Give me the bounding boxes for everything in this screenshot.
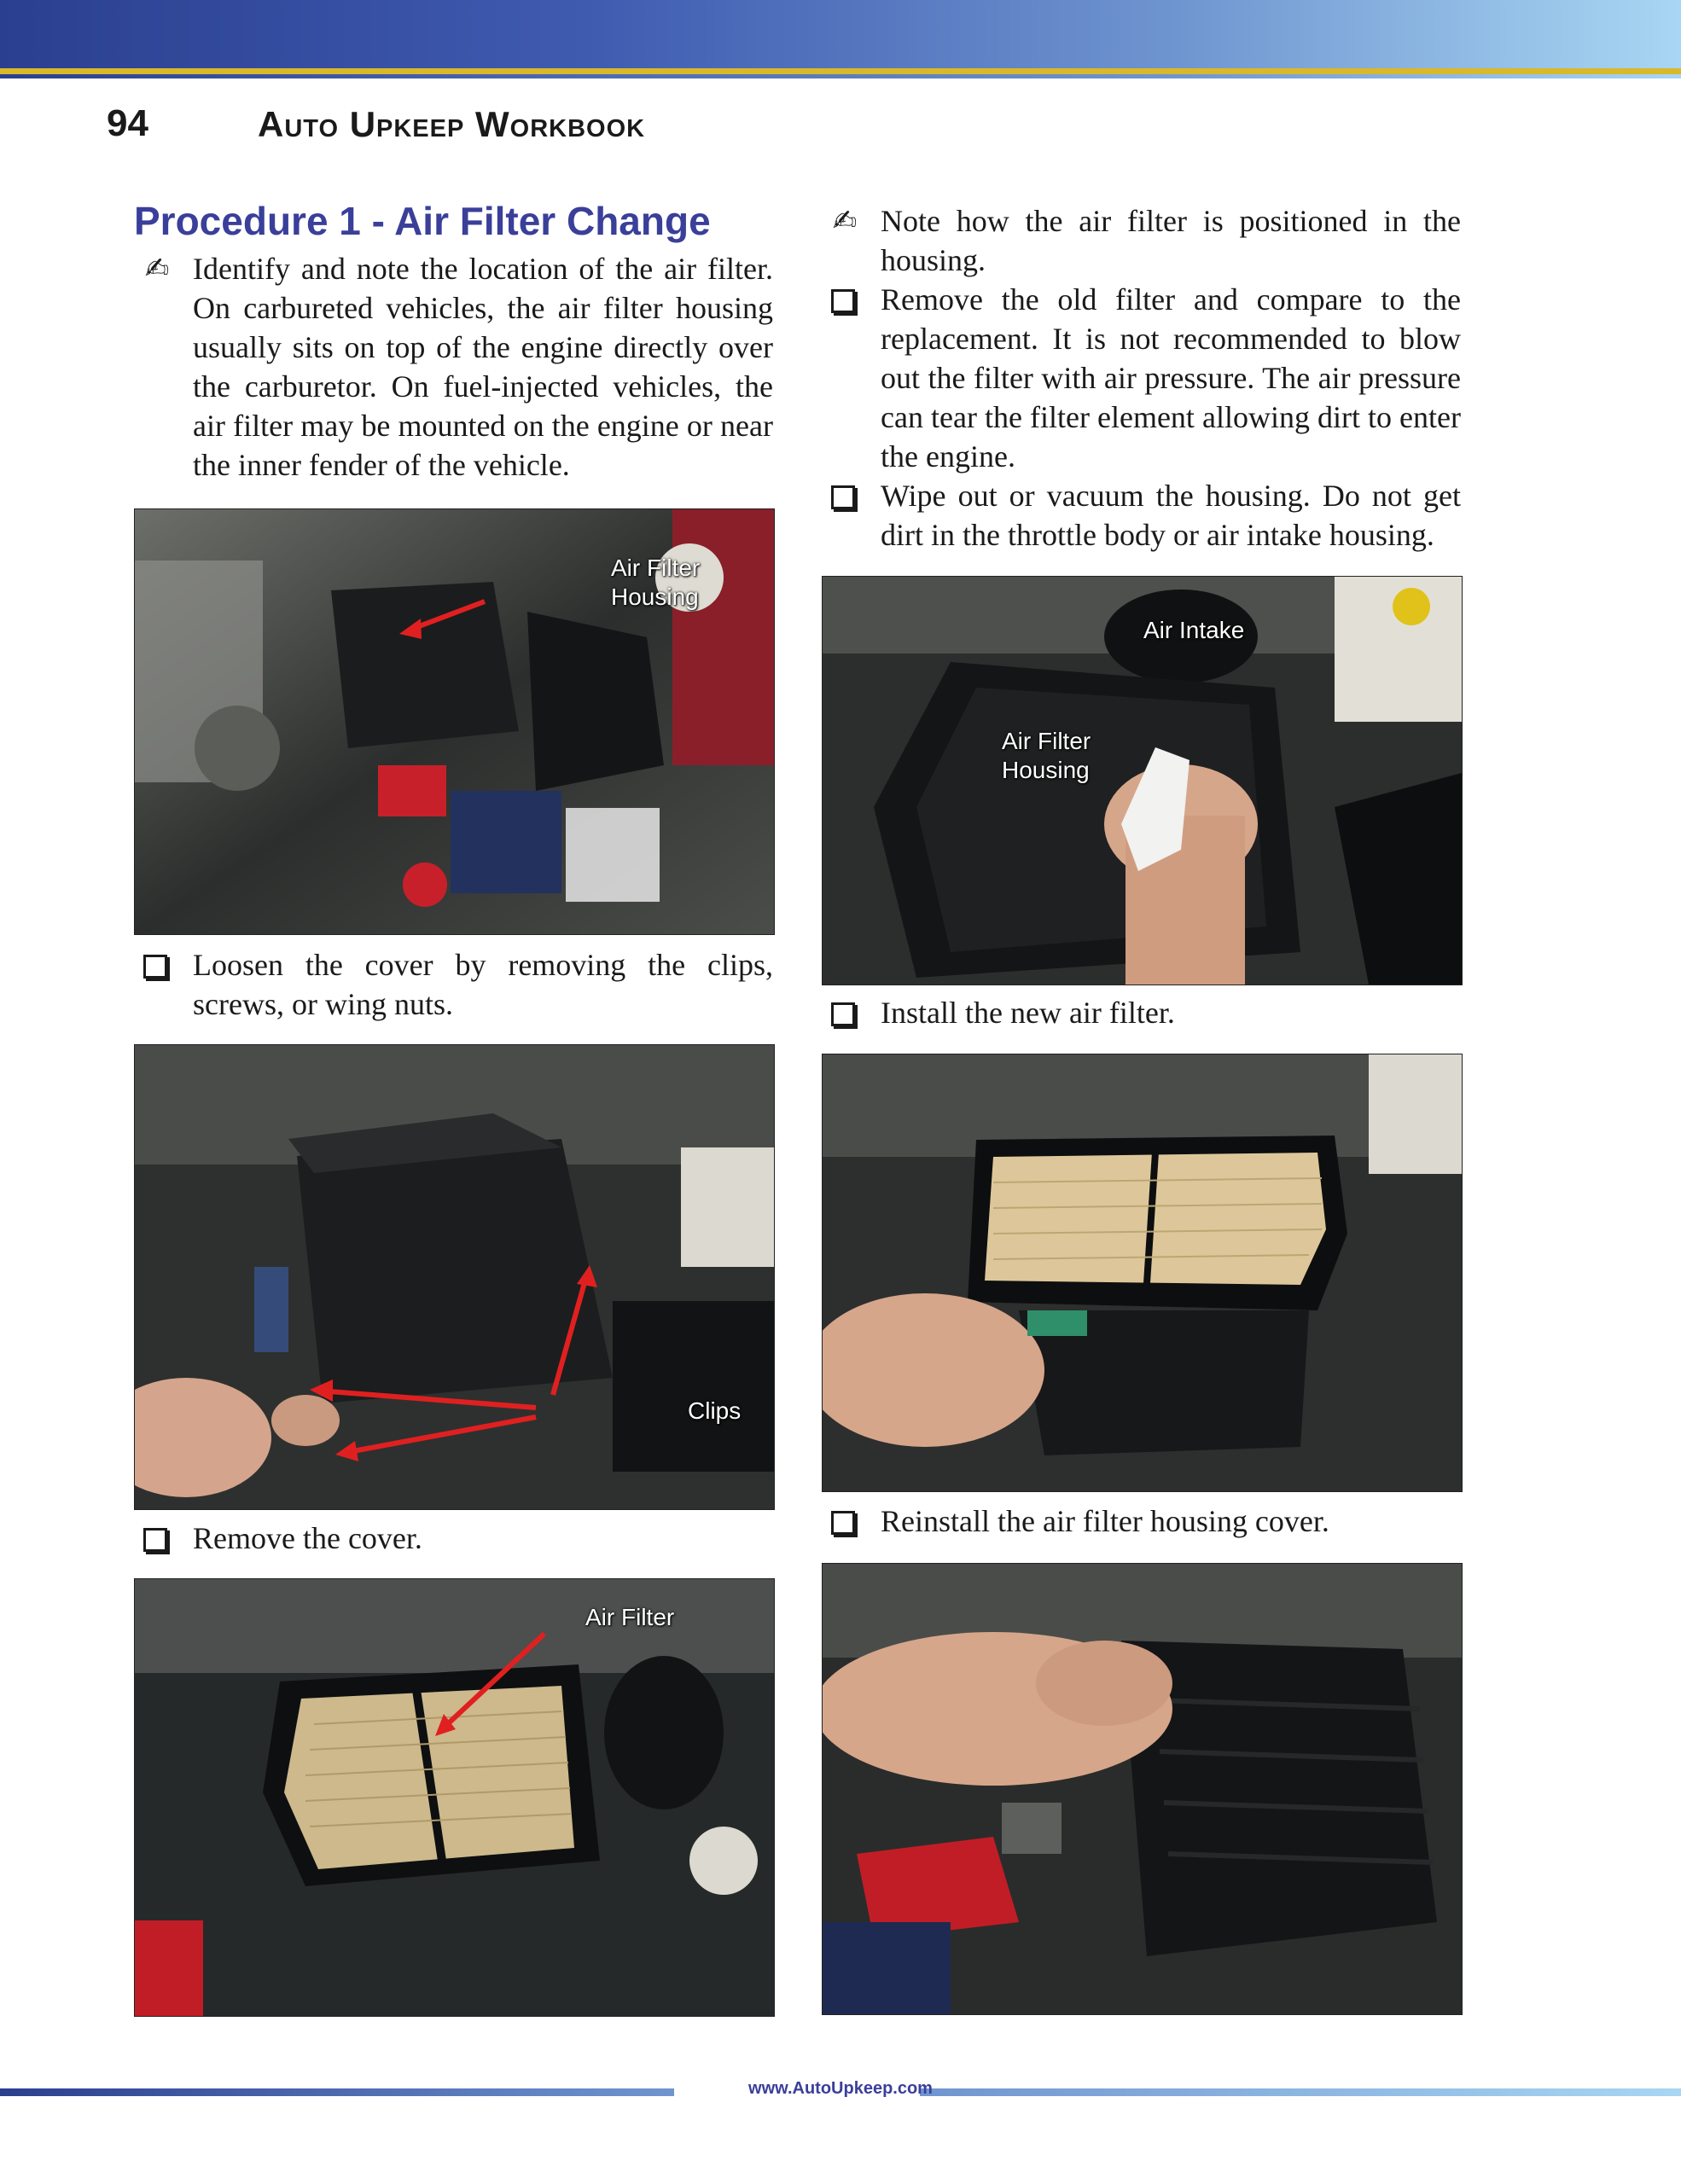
header-blue-rule [0,74,1681,78]
step-text: Reinstall the air filter housing cover. [881,1504,1329,1538]
checkbox-icon [143,1528,167,1552]
photo-label: Clips [688,1397,742,1424]
procedure-title: Procedure 1 - Air Filter Change [134,199,711,243]
checkbox-icon [143,955,167,979]
photo-install-filter [822,1054,1463,1492]
photo-label: Air Filter [585,1604,675,1630]
step-text: Wipe out or vacuum the housing. Do not get dirt in the throttle body or air intake housing. [881,479,1461,552]
photo-air-filter-housing [134,508,775,935]
step-text: Install the new air filter. [881,996,1175,1030]
step-remove-cover [193,1519,773,1558]
photo-clips [134,1044,775,1510]
step-note-position [832,201,1461,280]
header-band [0,0,1681,68]
step-text: Remove the old filter and compare to the replacement. It is not recommended to blow out the filter with air pressure. The air pressure can tear the filter element allowing dirt to enter the engine. [881,282,1461,473]
step-text: Identify and note the location of the air filter. On carbureted vehicles, the air filter housing usually sits on top of the engine directly over the carburetor. On fuel-injected vehicles, the air filter may be mounted on the engine or near the inner fender of the vehicle. [193,252,773,482]
checkbox-icon [831,289,855,313]
checkbox-icon [831,485,855,509]
photo-reinstall-cover [822,1563,1463,2015]
step-wipe-housing [881,476,1461,555]
step-identify [144,249,773,485]
pencil-icon: ✍ [832,204,858,238]
photo-air-filter [134,1578,775,2017]
step-text: Note how the air filter is positioned in the housing. [881,204,1461,277]
step-install-filter [881,993,1461,1032]
step-text: Loosen the cover by removing the clips, screws, or wing nuts. [193,948,773,1021]
step-text: Remove the cover. [193,1521,422,1555]
photo-label: Air Filter Housing [611,555,701,610]
step-reinstall-cover [881,1502,1461,1541]
pencil-icon: ✍ [144,252,170,286]
page-number: 94 [107,102,148,144]
book-title: Auto Upkeep Workbook [258,104,646,144]
step-remove-old-filter [881,280,1461,476]
photo-wipe-housing [822,576,1463,985]
footer-url: www.AutoUpkeep.com [748,2079,933,2098]
photo-label: Air Intake [1143,617,1245,643]
step-loosen-cover [193,945,773,1024]
checkbox-icon [831,1511,855,1535]
photo-label: Air Filter Housing [1002,728,1091,783]
checkbox-icon [831,1002,855,1026]
header-gold-rule [0,68,1681,74]
